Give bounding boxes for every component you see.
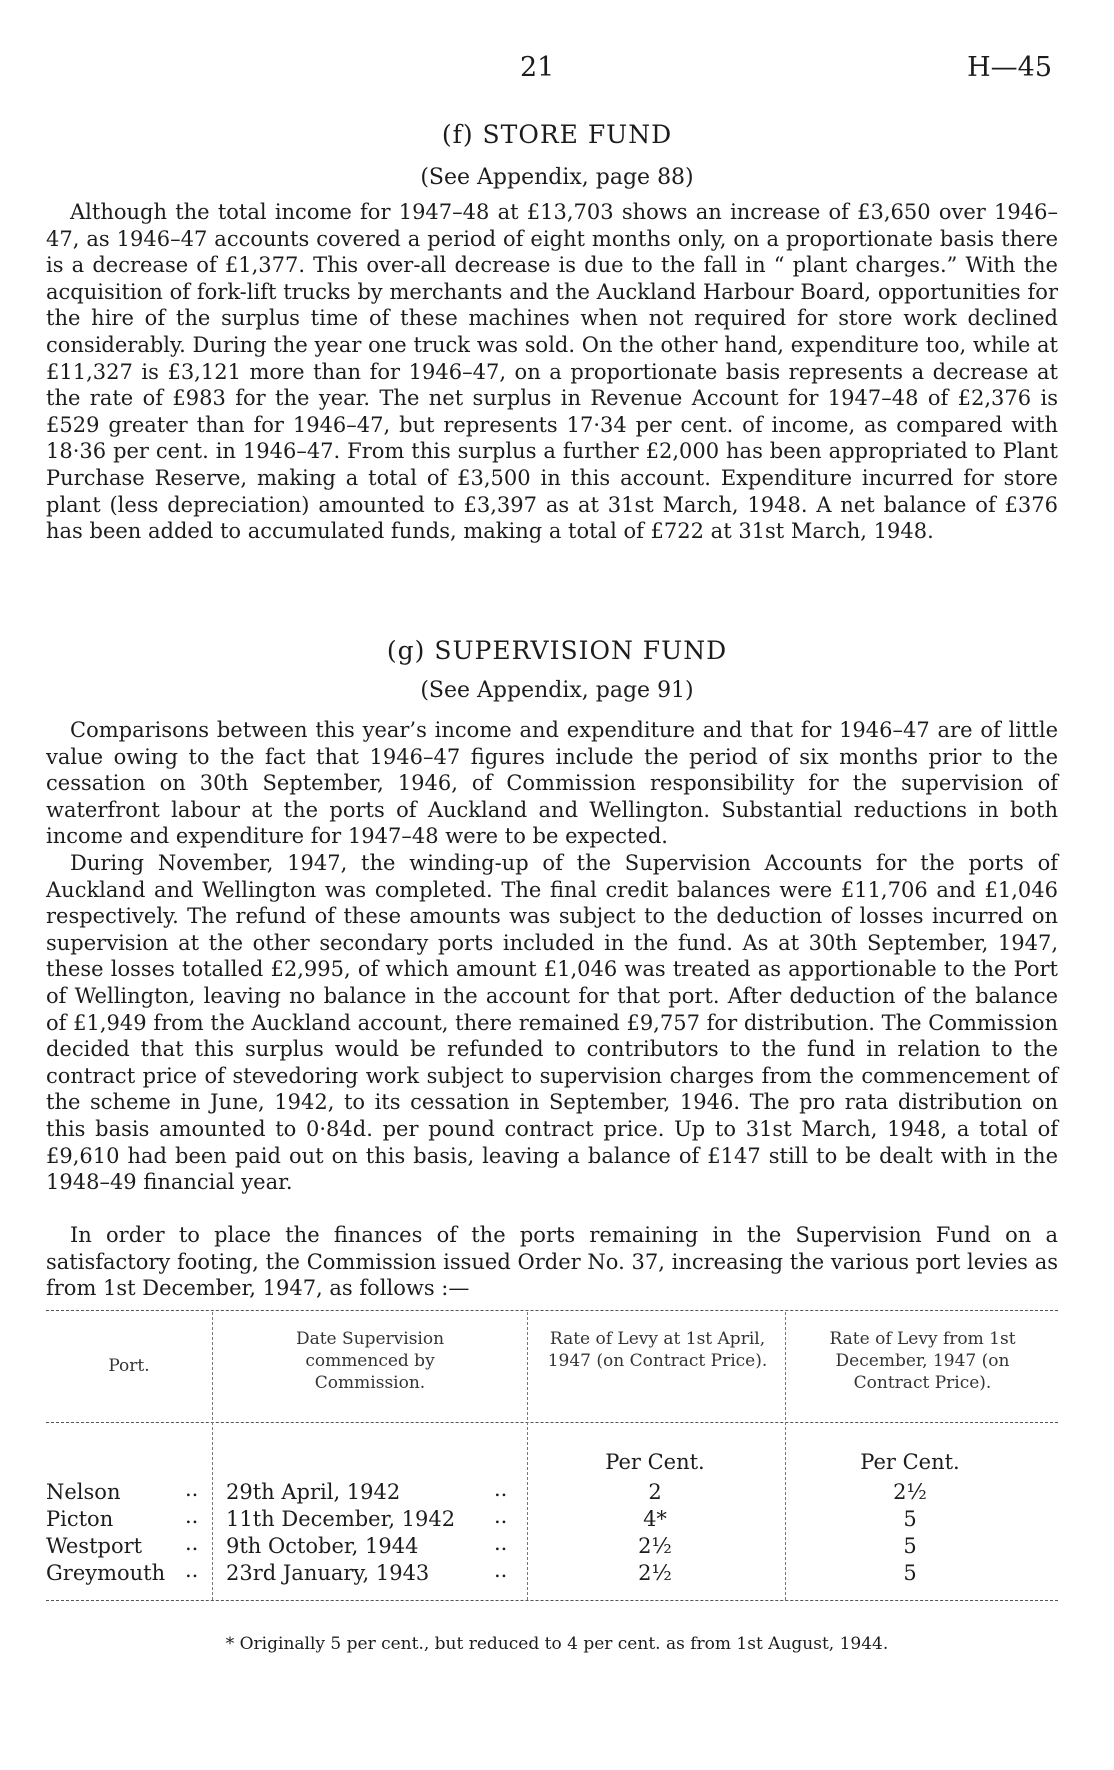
leader-dots: .. — [494, 1504, 508, 1528]
row-date: 11th December, 1942 — [226, 1507, 456, 1531]
row-port: Nelson — [46, 1480, 121, 1504]
row-port: Greymouth — [46, 1561, 166, 1585]
header-rate-april: Rate of Levy at 1st April, 1947 (on Contract Price). — [547, 1329, 768, 1371]
store-fund-title: (f) STORE FUND — [441, 120, 673, 149]
row-rate-december: 2½ — [893, 1480, 927, 1504]
supervision-fund-title: (g) SUPERVISION FUND — [386, 636, 728, 665]
row-date: 29th April, 1942 — [226, 1480, 401, 1504]
leader-dots: .. — [185, 1558, 199, 1582]
table-top-rule — [46, 1310, 1058, 1311]
leader-dots: .. — [185, 1531, 199, 1555]
table-footnote: * Originally 5 per cent., but reduced to 4 per cent. as from 1st August, 1944. — [225, 1634, 889, 1654]
page-number: 21 — [520, 52, 555, 83]
row-rate-december: 5 — [903, 1561, 917, 1585]
leader-dots: .. — [185, 1477, 199, 1501]
row-rate-april: 2½ — [638, 1561, 672, 1585]
supervision-paragraph-3: In order to place the finances of the ports remaining in the Supervision Fund on a satisfactory footing, the Commission issued Order No. 37, increasing the various port levies as from 1st December, 1947, as follows :— — [46, 1223, 1058, 1301]
unit-label-december: Per Cent. — [860, 1450, 960, 1474]
supervision-paragraph-1: Comparisons between this year’s income and expenditure and that for 1946–47 are of little value owing to the fact that 1946–47 figures include the period of six months prior to the cessation on 30th September, 1946, of Commission responsibility for the supervision of waterfront labour at the ports of Auckland and Wellington. Substantial reductions in both income and expenditure for 1947–48 were to be expected. — [46, 718, 1058, 849]
row-port: Westport — [46, 1534, 143, 1558]
unit-label-april: Per Cent. — [605, 1450, 705, 1474]
supervision-paragraph-2: During November, 1947, the winding-up of the Supervision Accounts for the ports of Auckland and Wellington was completed. The final credit balances were £11,706 and £1,046 respectively. The refund of these amounts was subject to the deduction of losses incurred on supervision at the other secondary ports included in the fund. As at 30th September, 1947, these losses totalled £2,995, of which amount £1,046 was treated as apportionable to the Port of Wellington, leaving no balance in the account for that port. After deduction of the balance of £1,949 from the Auckland account, there remained £9,757 for distribution. The Commission decided that this surplus would be refunded to contributors to the fund in relation to the contract price of stevedoring work subject to supervision charges from the commencement of the scheme in June, 1942, to its cessation in September, 1946. The pro rata distribution on this basis amounted to 0·84d. per pound contract price. Up to 31st March, 1948, a total of £9,610 had been paid out on this basis, leaving a balance of £147 still to be dealt with in the 1948–49 financial year. — [46, 851, 1058, 1195]
store-fund-paragraph: Although the total income for 1947–48 at £13,703 shows an increase of £3,650 over 1946–47, as 1946–47 accounts covered a period of eight months only, on a proportionate basis there is a decrease of £1,377. This over-all decrease is due to the fall in “ plant charges.” With the acquisition of fork-lift trucks by merchants and the Auckland Harbour Board, opportunities for the hire of the surplus time of these machines when not required for store work declined considerably. During the year one truck was sold. On the other hand, expenditure too, while at £11,327 is £3,121 more than for 1946–47, on a proportionate basis represents a decrease at the rate of £983 for the year. The net surplus in Revenue Account for 1947–48 of £2,376 is £529 greater than for 1946–47, but represents 17·34 per cent. of income, as compared with 18·36 per cent. in 1946–47. From this surplus a further £2,000 has been appropriated to Plant Purchase Reserve, making a total of £3,500 in this account. Expenditure incurred for store plant (less depreciation) amounted to £3,397 as at 31st March, 1948. A net balance of £376 has been added to accumulated funds, making a total of £722 at 31st March, 1948. — [46, 200, 1058, 544]
table-bottom-rule — [46, 1600, 1058, 1601]
header-rate-december: Rate of Levy from 1st December, 1947 (on Contract Price). — [829, 1329, 1016, 1393]
store-fund-subtitle: (See Appendix, page 88) — [420, 165, 694, 190]
row-rate-april: 2½ — [638, 1534, 672, 1558]
row-port: Picton — [46, 1507, 114, 1531]
row-rate-december: 5 — [903, 1534, 917, 1558]
header-port: Port. — [108, 1356, 150, 1376]
leader-dots: .. — [494, 1477, 508, 1501]
table-header-rule — [46, 1422, 1058, 1423]
column-divider — [527, 1312, 528, 1600]
header-date-commenced: Date Supervision commenced by Commission. — [295, 1329, 445, 1393]
document-reference: H—45 — [967, 52, 1052, 83]
column-divider — [212, 1312, 213, 1600]
column-divider — [785, 1312, 786, 1600]
supervision-fund-subtitle: (See Appendix, page 91) — [420, 678, 694, 703]
row-date: 9th October, 1944 — [226, 1534, 419, 1558]
row-date: 23rd January, 1943 — [226, 1561, 430, 1585]
leader-dots: .. — [494, 1558, 508, 1582]
row-rate-april: 2 — [648, 1480, 662, 1504]
row-rate-april: 4* — [643, 1507, 667, 1531]
row-rate-december: 5 — [903, 1507, 917, 1531]
leader-dots: .. — [185, 1504, 199, 1528]
leader-dots: .. — [494, 1531, 508, 1555]
